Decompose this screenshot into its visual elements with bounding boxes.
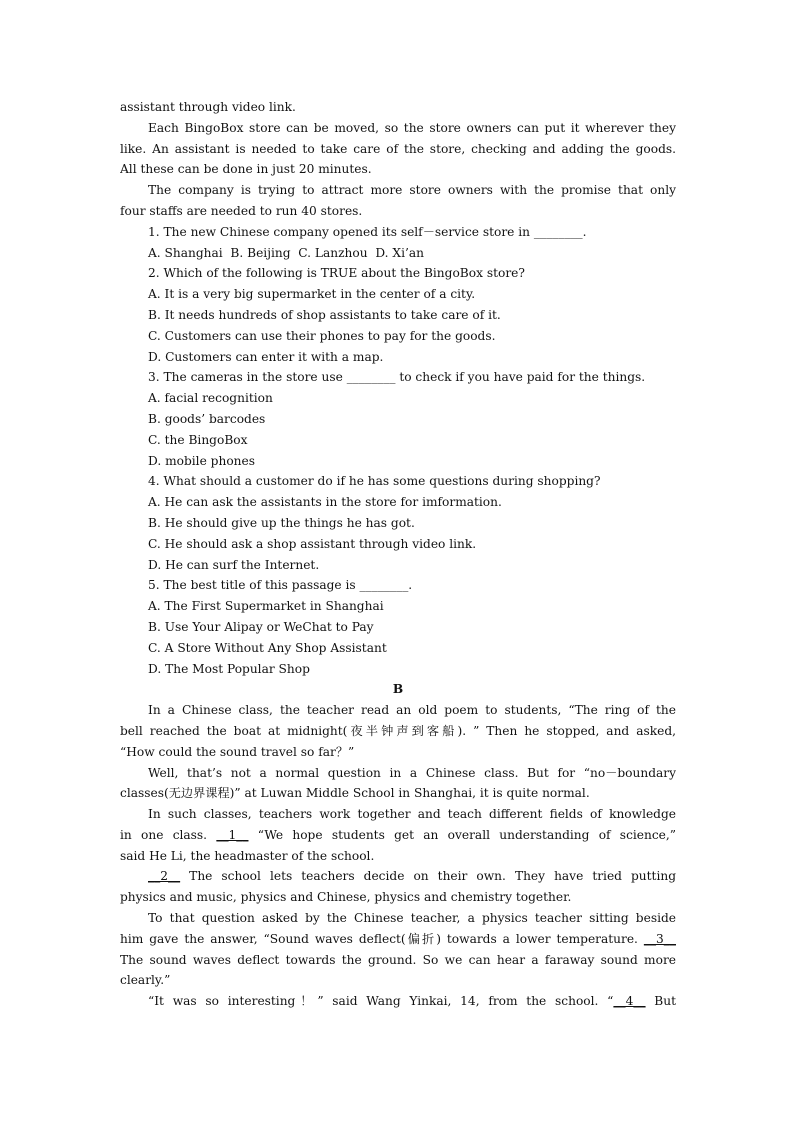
- passage-b-text: “It was so interesting！” said Wang Yinkai, 14, from the school. “: [148, 994, 614, 1009]
- passage-b-line: [120, 929, 676, 950]
- passage-b-line: In a Chinese class, the teacher read an old poem to students, “The ring of the: [148, 703, 676, 718]
- question-stem: 4. What should a customer do if he has some questions during shopping?: [148, 474, 601, 489]
- question-stem: 5. The best title of this passage is ________.: [148, 578, 413, 593]
- question-option: B. He should give up the things he has got.: [148, 515, 415, 530]
- passage-b-line: Well, that’s not a normal question in a Chinese class. But for “no－boundary: [148, 765, 676, 780]
- question-stem: 2. Which of the following is TRUE about the BingoBox store?: [148, 266, 525, 281]
- question-option: D. Customers can enter it with a map.: [148, 349, 384, 364]
- question-option: C. Customers can use their phones to pay for the goods.: [148, 328, 496, 343]
- passage-b-line: The sound waves deflect towards the ground. So we can hear a faraway sound more: [120, 952, 676, 967]
- passage-b-line: [120, 866, 676, 887]
- blank-1: __1__: [216, 827, 249, 842]
- question-stem: 3. The cameras in the store use ________ to check if you have paid for the things.: [148, 370, 646, 385]
- passage-a-line: like. An assistant is needed to take care of the store, checking and adding the goods.: [120, 141, 676, 156]
- passage-b-text: “We hope students get an overall understanding of science,”: [248, 827, 676, 842]
- question-option: C. He should ask a shop assistant through video link.: [148, 536, 477, 551]
- section-heading: B: [392, 682, 404, 697]
- passage-b-text: But: [645, 994, 676, 1009]
- passage-b-line: [120, 825, 676, 846]
- passage-b-line: [120, 991, 676, 1012]
- blank-4: __4__: [613, 994, 646, 1009]
- blank-2: __2__: [148, 869, 181, 884]
- question-option: A. It is a very big supermarket in the center of a city.: [148, 287, 476, 302]
- passage-a-line: All these can be done in just 20 minutes.: [120, 162, 372, 177]
- question-option: B. It needs hundreds of shop assistants to take care of it.: [148, 307, 501, 322]
- passage-b-text: in one class.: [120, 827, 217, 842]
- question-option: B. goods’ barcodes: [148, 411, 266, 426]
- passage-b-line: physics and music, physics and Chinese, physics and chemistry together.: [120, 890, 572, 905]
- question-option: A. Shanghai B. Beijing C. Lanzhou D. Xi’an: [148, 245, 424, 260]
- question-option: C. A Store Without Any Shop Assistant: [148, 640, 387, 655]
- question-option: D. The Most Popular Shop: [148, 661, 310, 676]
- passage-b-line: said He Li, the headmaster of the school.: [120, 848, 375, 863]
- passage-b-line: classes(无边界课程)” at Luwan Middle School in Shanghai, it is quite normal.: [120, 786, 590, 801]
- document-body: [120, 97, 676, 1012]
- question-option: B. Use Your Alipay or WeChat to Pay: [148, 619, 374, 634]
- passage-b-line: To that question asked by the Chinese teacher, a physics teacher sitting beside: [148, 911, 676, 926]
- passage-b-line: clearly.”: [120, 973, 171, 988]
- passage-b-line: In such classes, teachers work together and teach different fields of knowledge: [148, 807, 676, 822]
- question-option: C. the BingoBox: [148, 432, 248, 447]
- question-stem: 1. The new Chinese company opened its self－service store in ________.: [148, 224, 587, 239]
- question-option: A. The First Supermarket in Shanghai: [148, 599, 384, 614]
- question-option: D. He can surf the Internet.: [148, 557, 320, 572]
- passage-a-line: The company is trying to attract more store owners with the promise that only: [148, 183, 676, 198]
- blank-3: __3__: [643, 931, 676, 946]
- passage-b-line: bell reached the boat at midnight(夜半钟声到客船). ” Then he stopped, and asked,: [120, 723, 676, 738]
- passage-b-text: The school lets teachers decide on their own. They have tried putting: [180, 869, 676, 884]
- question-option: A. facial recognition: [148, 391, 273, 406]
- question-option: D. mobile phones: [148, 453, 255, 468]
- passage-a-line: assistant through video link.: [120, 100, 296, 114]
- passage-a-line: Each BingoBox store can be moved, so the store owners can put it wherever they: [148, 120, 676, 135]
- question-option: A. He can ask the assistants in the store for imformation.: [148, 495, 502, 510]
- passage-a-line: four staffs are needed to run 40 stores.: [120, 203, 363, 218]
- passage-b-line: “How could the sound travel so far？”: [120, 744, 355, 759]
- passage-b-text: him gave the answer, “Sound waves deflect(偏折) towards a lower temperature.: [120, 931, 644, 946]
